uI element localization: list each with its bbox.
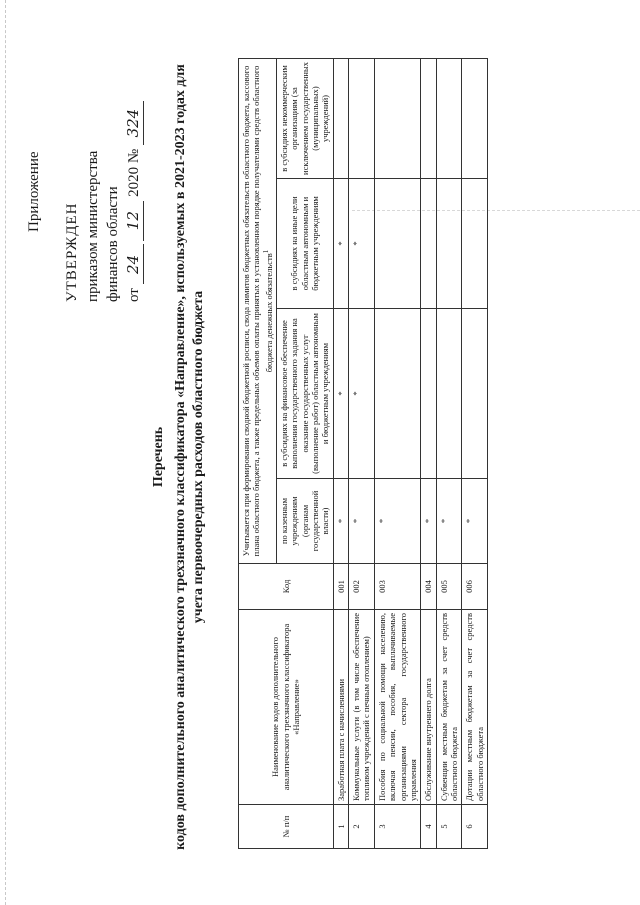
- table-row: [421, 58, 436, 848]
- row-mark-1: *: [462, 479, 488, 564]
- row-number: 2: [349, 805, 375, 849]
- row-mark-4: [462, 58, 488, 178]
- table-row: [374, 58, 420, 848]
- date-month-handwritten: 12: [123, 201, 144, 241]
- table-row: [436, 58, 462, 848]
- row-mark-1: *: [436, 479, 462, 564]
- row-code: 006: [462, 564, 488, 610]
- row-mark-2: [374, 309, 420, 479]
- header-sub-1: по казенным учреждениям (органам государственной власти): [276, 479, 333, 564]
- row-number: 1: [333, 805, 348, 849]
- document-title: [150, 57, 209, 857]
- row-code: 001: [333, 564, 348, 610]
- row-name: Обслуживание внутреннего долга: [421, 610, 436, 805]
- row-mark-4: [333, 58, 348, 178]
- footnote-mark: 1: [261, 249, 270, 254]
- row-mark-3: [436, 179, 462, 309]
- row-mark-3: [462, 179, 488, 309]
- row-name: Субвенции местным бюджетам за счет средств областного бюджета: [436, 610, 462, 805]
- row-code: 003: [374, 564, 420, 610]
- header-group-text: Учитывается при формировании сводной бюджетной росписи, свода лимитов бюджетных обязательств областного бюджета, кассового плана областного бюджета, а также предельных объемов оплаты принятых в установленном порядке получателями средств областного бюджета денежных обязательств: [241, 65, 274, 557]
- date-prefix: от: [126, 288, 142, 302]
- row-mark-1: *: [374, 479, 420, 564]
- row-mark-4: [349, 58, 375, 178]
- header-sub-2: в субсидиях на финансовое обеспечение выполнения государственного задания на оказание государственных услуг (выполнение работ) областным автономным и бюджетным учреждениям: [276, 309, 333, 479]
- scan-edge-left: [5, 0, 6, 905]
- approved-label: УТВЕРЖДЕН: [64, 202, 81, 302]
- row-mark-2: *: [349, 309, 375, 479]
- row-name: Пособия по социальной помощи населению, включая пенсии, пособия, выплачиваемые организациями сектора государственного управления: [374, 610, 420, 805]
- row-mark-4: [374, 58, 420, 178]
- row-mark-1: *: [349, 479, 375, 564]
- row-name: Заработная плата с начислениями: [333, 610, 348, 805]
- row-number: 6: [462, 805, 488, 849]
- header-name: Наименование кодов дополнительного аналитического трехзначного классификатора «Направление»: [239, 610, 334, 805]
- order-date-line: [123, 42, 144, 302]
- row-mark-2: [462, 309, 488, 479]
- table-row: [333, 58, 348, 848]
- order-number-handwritten: 324: [123, 101, 144, 145]
- row-mark-3: *: [349, 179, 375, 309]
- header-code: Код: [239, 564, 334, 610]
- row-code: 005: [436, 564, 462, 610]
- row-mark-3: *: [333, 179, 348, 309]
- header-sub-3: в субсидиях на иные цели областным автономным и бюджетным учреждениям: [276, 179, 333, 309]
- date-year: 2020: [126, 166, 142, 197]
- row-mark-2: [421, 309, 436, 479]
- row-name: Коммунальные услуги (в том числе обеспечение топливом учреждений с печным отоплением): [349, 610, 375, 805]
- row-name: Дотации местным бюджетам за счет средств областного бюджета: [462, 610, 488, 805]
- order-line-1: приказом министерства: [84, 150, 101, 302]
- header-group: [239, 58, 277, 563]
- title-line-2: кодов дополнительного аналитического трехзначного классификатора «Направление», используемых в 2021-2023 годах для учета первоочередных расходов областного бюджета: [173, 64, 207, 850]
- number-sign: №: [126, 148, 142, 164]
- row-mark-1: *: [421, 479, 436, 564]
- date-day-handwritten: 24: [123, 244, 144, 284]
- row-code: 002: [349, 564, 375, 610]
- appendix-label: Приложение: [26, 151, 42, 232]
- row-mark-2: *: [333, 309, 348, 479]
- row-mark-2: [436, 309, 462, 479]
- header-sub-4: в субсидиях некоммерческим организациям (за исключением государственных (муниципальных) учреждений): [276, 58, 333, 178]
- table-row: [462, 58, 488, 848]
- row-mark-4: [421, 58, 436, 178]
- title-line-1: Перечень: [151, 426, 166, 488]
- row-mark-4: [436, 58, 462, 178]
- row-number: 3: [374, 805, 420, 849]
- row-number: 4: [421, 805, 436, 849]
- row-mark-1: *: [333, 479, 348, 564]
- document-page: [10, 27, 635, 887]
- row-code: 004: [421, 564, 436, 610]
- order-line-2: финансов области: [104, 186, 121, 302]
- row-mark-3: [421, 179, 436, 309]
- row-mark-3: [374, 179, 420, 309]
- table-row: [349, 58, 375, 848]
- header-no: № п/п: [239, 805, 334, 849]
- approval-block: [24, 42, 144, 302]
- classifier-table: [238, 58, 488, 849]
- row-number: 5: [436, 805, 462, 849]
